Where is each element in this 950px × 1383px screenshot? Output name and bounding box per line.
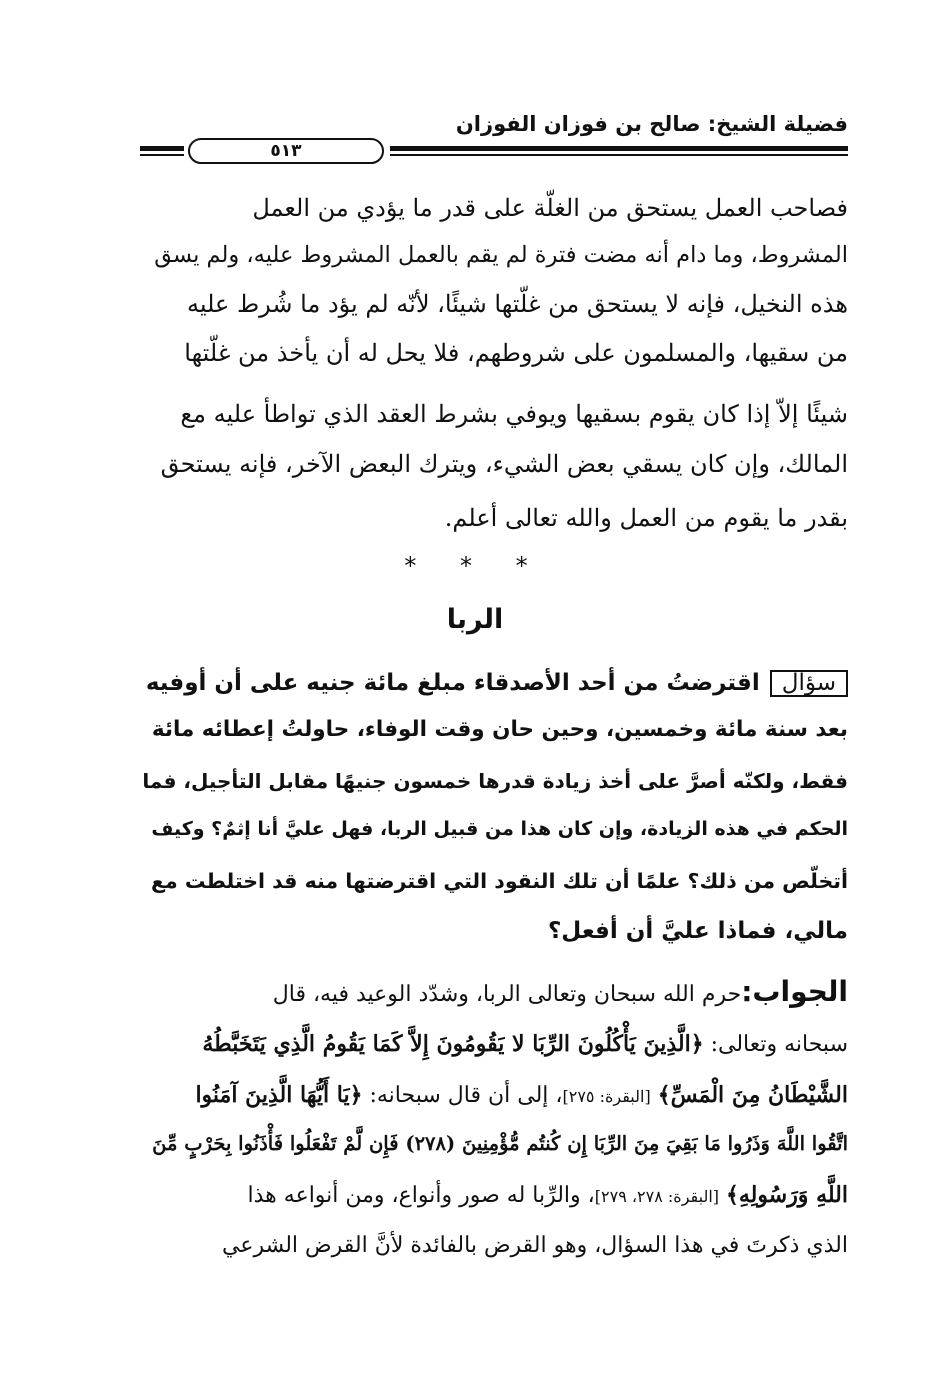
answer-label: الجواب:	[741, 975, 848, 1008]
text-line: شيئًا إلاّ إذا كان يقوم بسقيها ويوفي بشرط العقد الذي تواطأ عليه مع	[180, 400, 848, 428]
quran-verse: اللَّهِ وَرَسُولِهِ﴾	[726, 1182, 848, 1208]
quran-verse: الشَّيْطَانُ مِنَ الْمَسِّ﴾	[657, 1082, 848, 1108]
page-number: ٥١٣	[270, 141, 302, 161]
answer-text: ، إلى أن قال سبحانه:	[369, 1083, 563, 1108]
header-rule-thick	[390, 146, 848, 151]
answer-line-1	[140, 975, 848, 1008]
answer-line-3	[140, 1084, 848, 1107]
text-line: المالك، وإن كان يسقي بعض الشيء، ويترك البعض الآخر، فإنه يستحق	[160, 450, 848, 478]
answer-line-5	[140, 1184, 848, 1207]
page-header	[140, 104, 848, 166]
question-line: فقط، ولكنّه أصرَّ على أخذ زيادة قدرها خمسون جنيهًا مقابل التأجيل، فما	[142, 769, 848, 793]
running-title: فضيلة الشيخ: صالح بن فوزان الفوزان	[455, 112, 848, 136]
header-rule-thin	[390, 154, 848, 156]
quran-verse: اتَّقُوا اللَّهَ وَذَرُوا مَا بَقِيَ مِنَ الرِّبَا إِن كُنتُم مُّؤْمِنِينَ (٢٧٨) فَإِن لَّمْ تَفْعَلُوا فَأْذَنُوا بِحَرْبٍ مِّنَ	[152, 1132, 848, 1155]
question-line: الحكم في هذه الزيادة، وإن كان هذا من قبيل الربا، فهل عليَّ أنا إثمٌ؟ وكيف	[151, 818, 848, 840]
question-first-line	[140, 670, 848, 697]
answer-text: حرم الله سبحان وتعالى الربا، وشدّد الوعيد فيه، قال	[272, 982, 742, 1007]
quran-verse: ﴿يَا أَيُّهَا الَّذِينَ آمَنُوا	[195, 1082, 363, 1108]
verse-reference: [البقرة: ٢٧٨، ٢٧٩]	[594, 1187, 719, 1206]
text-line: من سقيها، والمسلمون على شروطهم، فلا يحل له أن يأخذ من غلّتها	[184, 339, 848, 367]
answer-text: ، والرِّبا له صور وأنواع، ومن أنواعه هذا	[247, 1183, 595, 1208]
header-rule-left-thick	[140, 146, 184, 151]
section-separator: * * *	[404, 552, 546, 580]
answer-line-2	[140, 1033, 848, 1056]
verse-reference: [البقرة: ٢٧٥]	[562, 1087, 651, 1106]
text-line: بقدر ما يقوم من العمل والله تعالى أعلم.	[444, 504, 848, 532]
question-text: اقترضتُ من أحد الأصدقاء مبلغ مائة جنيه على أن أوفيه	[145, 670, 760, 696]
question-line: مالي، فماذا عليَّ أن أفعل؟	[547, 918, 848, 944]
header-rule-left-thin	[140, 154, 184, 156]
text-line: هذه النخيل، فإنه لا يستحق من غلّتها شيئًا، لأنّه لم يؤد ما شُرط عليه	[186, 290, 848, 318]
question-label: سؤال	[770, 670, 848, 697]
answer-text: سبحانه وتعالى:	[710, 1032, 848, 1057]
question-line: أتخلّص من ذلك؟ علمًا أن تلك النقود التي اقترضتها منه قد اختلطت مع	[151, 869, 848, 893]
answer-line-6: الذي ذكرتَ في هذا السؤال، وهو القرض بالفائدة لأنَّ القرض الشرعي	[221, 1233, 848, 1258]
quran-verse: ﴿الَّذِينَ يَأْكُلُونَ الرِّبَا لا يَقُومُونَ إِلاَّ كَمَا يَقُومُ الَّذِي يَتَخَبَّطُهُ	[202, 1031, 704, 1057]
text-line: المشروط، وما دام أنه مضت فترة لم يقم بالعمل المشروط عليه، ولم يسق	[154, 242, 848, 268]
text-line: فصاحب العمل يستحق من الغلّة على قدر ما يؤدي من العمل	[252, 194, 848, 222]
section-title: الربا	[446, 604, 504, 635]
question-line: بعد سنة مائة وخمسين، وحين حان وقت الوفاء، حاولتُ إعطائه مائة	[151, 717, 848, 742]
page-number-badge	[188, 138, 384, 164]
